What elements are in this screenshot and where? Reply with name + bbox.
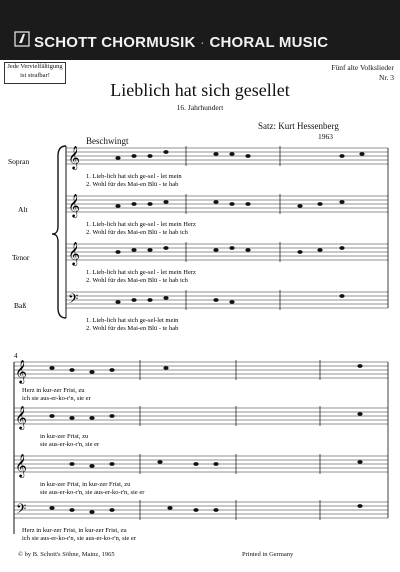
staff-sopran [66, 146, 388, 188]
treble-clef-icon: 𝄞 [68, 195, 80, 217]
copy-notice-line2: ist strafbar! [20, 71, 50, 79]
staff2-alt [14, 406, 388, 448]
system-2 [14, 352, 388, 542]
system-1 [8, 146, 388, 332]
copyright-notice: © by B. Schott's Söhne, Mainz, 1965 [18, 551, 115, 558]
voice-label-bass: Baß [14, 301, 27, 310]
treble-clef-icon: 𝄞 [15, 455, 27, 477]
treble-clef-icon: 𝄞 [68, 147, 80, 169]
publisher-banner [0, 0, 400, 60]
voice-label-tenor: Tenor [12, 253, 30, 262]
lyric-sopran-verse2: 2. Wohl für des Mai-en Blü - te hab [86, 181, 179, 188]
tempo-marking: Beschwingt [86, 136, 129, 146]
lyric2-alt-verse2: sie aus-er-ko-r'n, sie er [40, 441, 100, 448]
lyric2-alt-verse1: in kur-zer Frist, zu [40, 433, 89, 440]
staff2-bass [14, 500, 388, 542]
treble-clef-icon: 𝄞 [15, 407, 27, 429]
lyric-sopran-verse1: 1. Lieb-lich hat sich ge-sel - let mein [86, 173, 182, 180]
staff-tenor [66, 242, 388, 284]
piece-title: Lieblich hat sich gesellet [110, 80, 290, 100]
lyric-alt-verse2: 2. Wohl für des Mai-en Blü - te hab ich [86, 229, 188, 236]
lyric-bass-verse2: 2. Wohl für des Mai-en Blü - te hab [86, 325, 179, 332]
lyric2-sopran-verse2: ich sie aus-er-ko-r'n, sie er [22, 395, 91, 402]
treble-clef-icon: 𝄞 [15, 361, 27, 383]
treble-clef-icon: 𝄞 [68, 243, 80, 265]
series-collection: Fünf alte Volkslieder [331, 63, 394, 72]
bass-clef-icon: 𝄢 [16, 503, 27, 520]
lyric2-bass-verse1: Herz in kur-zer Frist, in kur-zer Frist, zu [22, 527, 127, 534]
lyric2-sopran-verse1: Herz in kur-zer Frist, zu [22, 387, 85, 394]
copy-notice-line1: Jede Vervielfältigung [7, 63, 63, 70]
staff-alt [66, 194, 388, 236]
piece-subtitle: 16. Jahrhundert [176, 103, 224, 112]
lyric-bass-verse1: 1. Lieb-lich hat sich ge-sel-let mein [86, 317, 179, 324]
bass-clef-icon: 𝄢 [68, 293, 79, 310]
staff-bass [66, 290, 388, 332]
staff2-tenor [14, 454, 388, 496]
lyric-alt-verse1: 1. Lieb-lich hat sich ge-sel - let mein Herz [86, 221, 196, 228]
score-area [0, 140, 400, 548]
printed-notice: Printed in Germany [242, 551, 294, 558]
voice-label-sopran: Sopran [8, 157, 30, 166]
voice-label-alt: Alt [18, 205, 28, 214]
brand-choral-german: SCHOTT CHORMUSIK [34, 34, 196, 51]
publisher-brand [34, 34, 328, 51]
arrangement-year: 1963 [318, 132, 333, 141]
measure-number: 4 [14, 352, 18, 360]
lyric2-tenor-verse2: sie aus-er-ko-r'n, sie aus-er-ko-r'n, sie er [40, 489, 145, 496]
arranger-credit: Satz: Kurt Hessenberg [258, 121, 339, 131]
lyric-tenor-verse1: 1. Lieb-lich hat sich ge-sel - let mein Herz [86, 269, 196, 276]
staff2-sopran [14, 360, 388, 402]
brand-separator: · [195, 34, 210, 51]
series-number: Nr. 3 [379, 73, 394, 82]
clef-logo-icon [14, 31, 30, 47]
lyric2-bass-verse2: ich sie aus-er-ko-r'n, sie aus-er-ko-r'n, sie er [22, 535, 136, 542]
lyric-tenor-verse2: 2. Wohl für des Mai-en Blü - te hab ich [86, 277, 188, 284]
lyric2-tenor-verse1: in kur-zer Frist, in kur-zer Frist, zu [40, 481, 131, 488]
brand-choral-english: CHORAL MUSIC [209, 34, 329, 51]
